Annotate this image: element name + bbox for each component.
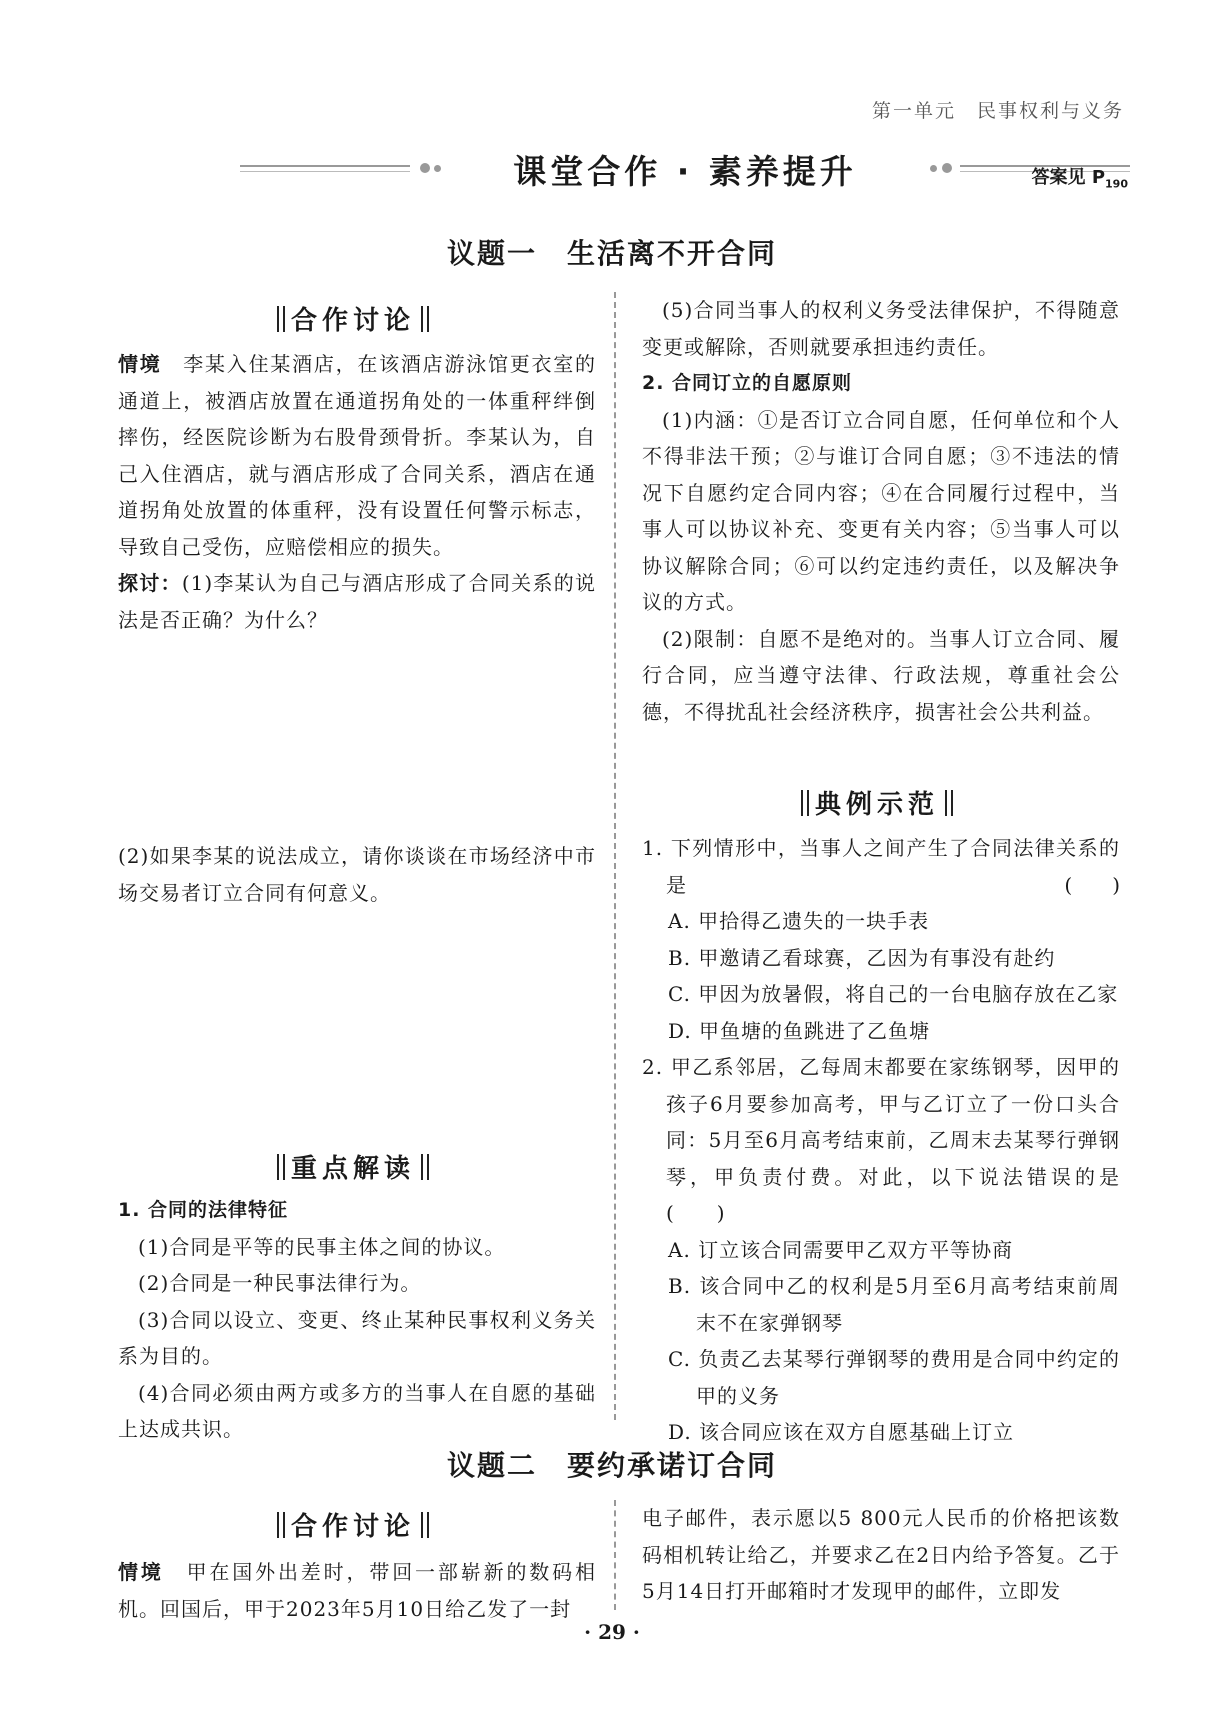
explore-label: 探讨：: [118, 571, 182, 595]
example-2-option: A. 订立该合同需要甲乙双方平等协商: [668, 1237, 1014, 1262]
key2-title: 2. 合同订立的自愿原则: [642, 372, 853, 394]
answer-blank: ( ): [666, 1201, 726, 1225]
heading-bar: [421, 1154, 429, 1180]
scenario-label-2: 情境: [118, 1560, 164, 1584]
scenario-text: 李某入住某酒店，在该酒店游泳馆更衣室的通道上，被酒店放置在通道拐角处的一体重秤绊倒摔伤，经医院诊断为右股骨颈骨折。李某认为，自己入住酒店，就与酒店形成了合同关系，酒店在通道拐角处放置的体重秤，没有设置任何警示标志，导致自己受伤，应赔偿相应的损失。: [118, 352, 597, 559]
heading-bar: [945, 790, 953, 816]
scenario-label: 情境: [118, 352, 162, 376]
discussion-heading: [118, 300, 588, 337]
topic2-scenario-text: 甲在国外出差时，带回一部崭新的数码相机。回国后，甲于2023年5月10日给乙发了一封: [118, 1560, 597, 1621]
answer-ref-label: 答案见 P: [1031, 167, 1106, 188]
example-questions: [642, 830, 1120, 1451]
topic2-title: 议题二 要约承诺订合同: [446, 1449, 777, 1482]
question-2: (2)如果李某的说法成立，请你谈谈在市场经济中市场交易者订立合同有何意义。: [118, 844, 596, 905]
example-heading: [642, 784, 1112, 821]
example-2-stem: 2. 甲乙系邻居，乙每周末都要在家练钢琴，因甲的孩子6月要参加高考，甲与乙订立了一份口头合同：5月至6月高考结束前，乙周末去某琴行弹钢琴，甲负责付费。对此，以下说法错误的是( ): [642, 1055, 1120, 1225]
page-number: · 29 ·: [584, 1620, 640, 1644]
key1-title: 1. 合同的法律特征: [118, 1199, 289, 1221]
answer-blank: ( ): [1064, 872, 1120, 897]
example-1-option: C. 甲因为放暑假，将自己的一台电脑存放在乙家: [668, 982, 1119, 1006]
heading-bar: [277, 306, 285, 332]
column-divider: [614, 292, 616, 1420]
key-points-heading: [118, 1148, 588, 1185]
running-header: 第一单元 民事权利与义务: [871, 100, 1124, 122]
example-1-stem: 1. 下列情形中，当事人之间产生了合同法律关系的是 ( ): [642, 830, 1120, 903]
example-1-option: D. 甲鱼塘的鱼跳进了乙鱼塘: [668, 1018, 931, 1043]
heading-bar: [277, 1512, 285, 1538]
key1-item: (3)合同以设立、变更、终止某种民事权利义务关系为目的。: [118, 1307, 596, 1368]
discussion-heading-2: [118, 1506, 588, 1543]
discussion-heading-text: 合作讨论: [290, 306, 415, 336]
key-points-left: [118, 1192, 596, 1448]
heading-bar: [277, 1154, 285, 1180]
example-2-option: B. 该合同中乙的权利是5月至6月高考结束前周末不在家弹钢琴: [668, 1274, 1120, 1335]
heading-bar: [421, 1512, 429, 1538]
example-2-option: C. 负责乙去某琴行弹钢琴的费用是合同中约定的甲的义务: [668, 1347, 1120, 1408]
heading-bar: [801, 790, 809, 816]
answer-reference: [1032, 163, 1128, 191]
banner-title: 课堂合作 · 素养提升: [513, 152, 857, 191]
question-1: (1)李某认为自己与酒店形成了合同关系的说法是否正确？为什么？: [118, 571, 596, 632]
topic2-scenario-right: 电子邮件，表示愿以5 800元人民币的价格把该数码相机转让给乙，并要求乙在2日内给予答复。乙于5月14日打开邮箱时才发现甲的邮件，立即发: [642, 1506, 1120, 1603]
banner-dot: [942, 163, 952, 173]
topic1-title: 议题一 生活离不开合同: [446, 237, 777, 270]
key2-item: (1)内涵：①是否订立合同自愿，任何单位和个人不得非法干预；②与谁订合同自愿；③不违法的情况下自愿约定合同内容；④在合同履行过程中，当事人可以协议补充、变更有关内容；⑤当事人可以协议解除合同；⑥可以约定违约责任，以及解决争议的方式。: [642, 407, 1120, 614]
section-banner: [240, 142, 1130, 192]
scenario-block: [118, 346, 596, 638]
key-points-heading-text: 重点解读: [290, 1154, 415, 1184]
heading-bar: [421, 306, 429, 332]
example-1-option: A. 甲拾得乙遗失的一块手表: [668, 909, 930, 933]
key-points-right: [642, 292, 1120, 730]
key2-item: (2)限制：自愿不是绝对的。当事人订立合同、履行合同，应当遵守法律、行政法规，尊重社会公德，不得扰乱社会经济秩序，损害社会公共利益。: [642, 626, 1120, 724]
answer-ref-page: 190: [1105, 177, 1128, 191]
example-1-option: B. 甲邀请乙看球赛，乙因为有事没有赴约: [668, 945, 1056, 970]
key1-item: (1)合同是平等的民事主体之间的协议。: [138, 1234, 506, 1259]
key1-item: (4)合同必须由两方或多方的当事人在自愿的基础上达成共识。: [118, 1380, 596, 1441]
key1-item: (5)合同当事人的权利义务受法律保护，不得随意变更或解除，否则就要承担违约责任。: [642, 298, 1120, 359]
topic2-scenario-left: [118, 1554, 596, 1627]
discussion-heading-2-text: 合作讨论: [290, 1512, 415, 1542]
banner-dot: [930, 165, 937, 172]
key1-item: (2)合同是一种民事法律行为。: [138, 1271, 422, 1295]
example-2-option: D. 该合同应该在双方自愿基础上订立: [668, 1420, 1015, 1444]
example-heading-text: 典例示范: [814, 790, 939, 820]
column-divider: [614, 1500, 616, 1610]
